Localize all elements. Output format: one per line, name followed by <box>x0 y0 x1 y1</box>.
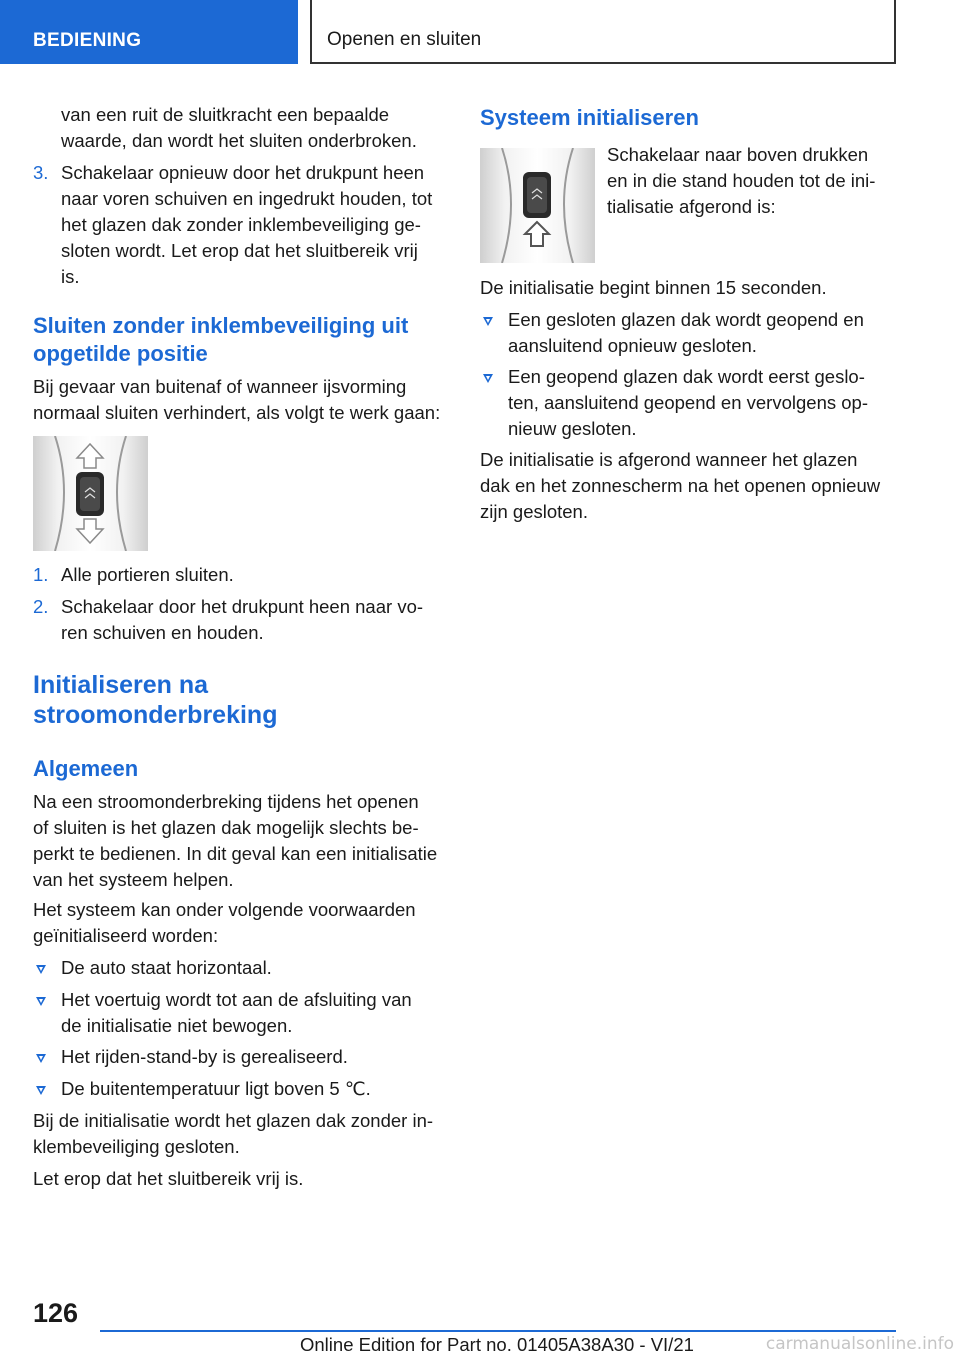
paragraph-line: perkt te bedienen. In dit geval kan een initialisatie <box>33 843 438 864</box>
footer-divider <box>100 1330 896 1332</box>
triangle-bullet-icon <box>36 1054 46 1063</box>
intro-line: van een ruit de sluitkracht een bepaalde <box>61 104 390 125</box>
paragraph-line: De initialisatie is afgerond wanneer het glazen <box>480 449 858 470</box>
step-number: 3. <box>33 162 49 183</box>
switch-up-illustration <box>480 148 595 263</box>
paragraph-line: Let erop dat het sluitbereik vrij is. <box>33 1168 304 1189</box>
paragraph-line: en in die stand houden tot de ini- <box>607 170 876 191</box>
step-number: 2. <box>33 596 49 617</box>
paragraph-line: tialisatie afgerond is: <box>607 196 776 217</box>
step-text: Schakelaar opnieuw door het drukpunt heen <box>61 162 425 183</box>
list-item: nieuw gesloten. <box>508 418 637 439</box>
step-text: Schakelaar door het drukpunt heen naar vo- <box>61 596 424 617</box>
paragraph-line: normaal sluiten verhindert, als volgt te werk gaan: <box>33 402 441 423</box>
page-number: 126 <box>33 1298 79 1328</box>
step-text: is. <box>61 266 80 287</box>
paragraph-line: klembeveiliging gesloten. <box>33 1136 240 1157</box>
subheading-systeem: Systeem initialiseren <box>480 105 699 130</box>
step-text: naar voren schuiven en ingedrukt houden, tot <box>61 188 433 209</box>
paragraph-line: Schakelaar naar boven drukken <box>607 144 869 165</box>
subheading-algemeen: Algemeen <box>33 756 139 781</box>
paragraph-line: dak en het zonnescherm na het openen opnieuw <box>480 475 881 496</box>
switch-close-figure <box>33 436 148 551</box>
triangle-bullet-icon <box>36 965 46 974</box>
paragraph-line: zijn gesloten. <box>480 501 588 522</box>
paragraph-line: Na een stroomonderbreking tijdens het openen <box>33 791 419 812</box>
switch-up-figure <box>480 148 595 263</box>
triangle-bullet-icon <box>36 1086 46 1095</box>
triangle-bullet-icon <box>483 317 493 326</box>
list-item: aansluitend opnieuw gesloten. <box>508 335 757 356</box>
header-section-tab: BEDIENING <box>0 0 298 64</box>
triangle-bullet-icon <box>483 374 493 383</box>
paragraph-line: geïnitialiseerd worden: <box>33 925 219 946</box>
list-item: Een geopend glazen dak wordt eerst geslo- <box>508 366 865 387</box>
paragraph-line: Bij gevaar van buitenaf of wanneer ijsvorming <box>33 376 407 397</box>
list-item: de initialisatie niet bewogen. <box>61 1015 293 1036</box>
list-item: Een gesloten glazen dak wordt geopend en <box>508 309 864 330</box>
section-heading-sluiten: opgetilde positie <box>33 341 208 366</box>
step-text: Alle portieren sluiten. <box>61 564 234 585</box>
paragraph-line: Bij de initialisatie wordt het glazen dak zonder in- <box>33 1110 434 1131</box>
list-item: De auto staat horizontaal. <box>61 957 272 978</box>
list-item: Het rijden-stand-by is gerealiseerd. <box>61 1046 348 1067</box>
paragraph-line: Het systeem kan onder volgende voorwaarden <box>33 899 416 920</box>
triangle-bullet-icon <box>36 997 46 1006</box>
intro-line: waarde, dan wordt het sluiten onderbroken. <box>61 130 417 151</box>
list-item: ten, aansluitend geopend en vervolgens op- <box>508 392 868 413</box>
list-item: Het voertuig wordt tot aan de afsluiting van <box>61 989 412 1010</box>
list-item: De buitentemperatuur ligt boven 5 ℃. <box>61 1078 371 1099</box>
watermark: carmanualsonline.info <box>765 1334 954 1354</box>
paragraph-line: De initialisatie begint binnen 15 seconden. <box>480 277 827 298</box>
footer-edition-text: Online Edition for Part no. 01405A38A30 - VI/21 <box>300 1334 694 1355</box>
header-chapter-title: Openen en sluiten <box>310 0 896 64</box>
paragraph-line: of sluiten is het glazen dak mogelijk slechts be- <box>33 817 419 838</box>
step-number: 1. <box>33 564 49 585</box>
section-heading-init: Initialiseren na <box>33 671 209 699</box>
section-heading-init: stroomonderbreking <box>33 701 278 729</box>
step-text: ren schuiven en houden. <box>61 622 264 643</box>
step-text: sloten wordt. Let erop dat het sluitbereik vrij <box>61 240 418 261</box>
section-heading-sluiten: Sluiten zonder inklembeveiliging uit <box>33 313 409 338</box>
paragraph-line: van het systeem helpen. <box>33 869 234 890</box>
switch-close-illustration <box>33 436 148 551</box>
step-text: het glazen dak zonder inklembeveiliging ge- <box>61 214 421 235</box>
